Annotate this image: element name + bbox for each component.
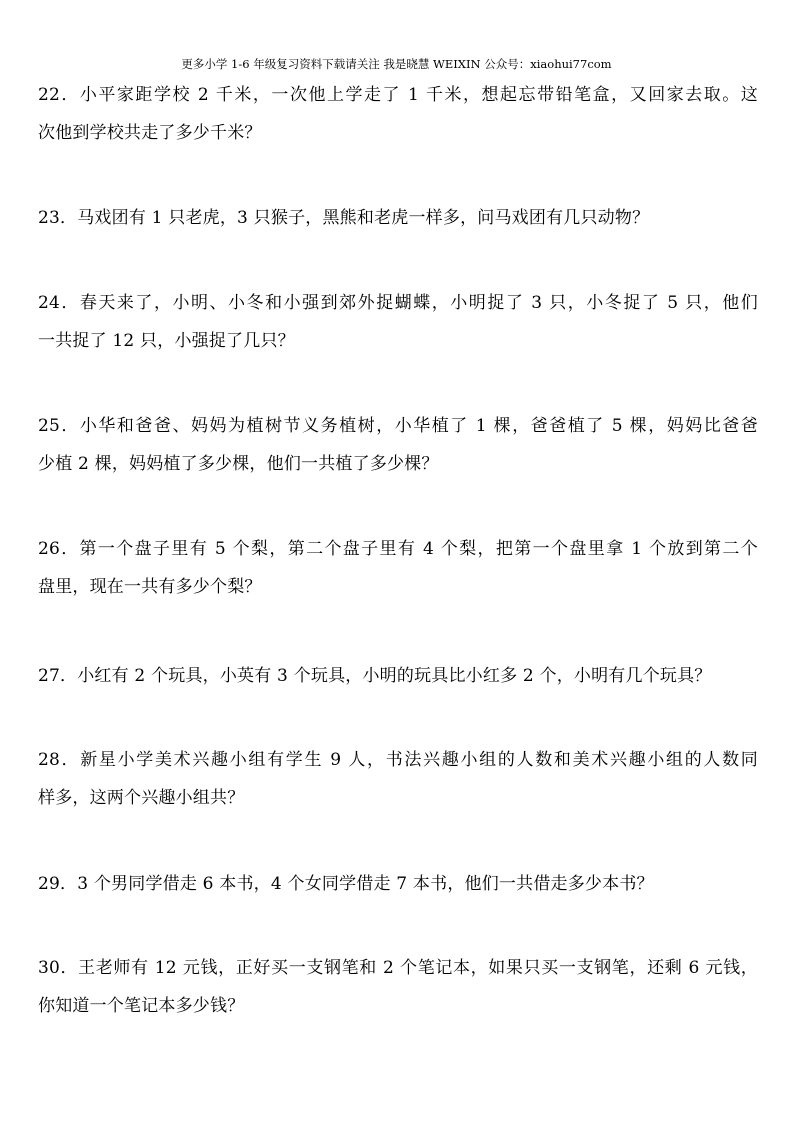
problem-22 — [38, 76, 758, 152]
problem-line: 少植 2 棵，妈妈植了多少棵，他们一共植了多少棵？ — [38, 454, 439, 474]
problem-28 — [38, 741, 758, 817]
problem-line: 28．新星小学美术兴趣小组有学生 9 人，书法兴趣小组的人数和美术兴趣小组的人数同 — [38, 750, 758, 770]
problem-27 — [38, 657, 758, 695]
problem-30 — [38, 949, 758, 1025]
problem-26 — [38, 530, 758, 606]
problem-24 — [38, 284, 758, 360]
problem-line: 23．马戏团有 1 只老虎，3 只猴子，黑熊和老虎一样多，问马戏团有几只动物？ — [38, 208, 650, 228]
problem-line: 25．小华和爸爸、妈妈为植树节义务植树，小华植了 1 棵，爸爸植了 5 棵，妈妈比爸爸 — [38, 416, 758, 436]
problem-25 — [38, 407, 758, 483]
problem-line: 样多，这两个兴趣小组共？ — [38, 788, 245, 808]
problem-line: 30．王老师有 12 元钱，正好买一支钢笔和 2 个笔记本，如果只买一支钢笔，还剩 6 元钱， — [38, 958, 758, 978]
problem-line: 27．小红有 2 个玩具，小英有 3 个玩具，小明的玩具比小红多 2 个，小明有几个玩具？ — [38, 666, 712, 686]
problem-23 — [38, 199, 758, 237]
problem-line: 一共捉了 12 只，小强捉了几只？ — [38, 331, 295, 351]
problem-line: 22．小平家距学校 2 千米，一次他上学走了 1 千米，想起忘带铅笔盒，又回家去取。这 — [38, 85, 758, 105]
problem-line: 盘里，现在一共有多少个梨？ — [38, 577, 262, 597]
problem-line: 你知道一个笔记本多少钱？ — [38, 996, 245, 1016]
problem-line: 29．3 个男同学借走 6 本书，4 个女同学借走 7 本书，他们一共借走多少本书？ — [38, 874, 654, 894]
problem-29 — [38, 865, 758, 903]
problem-line: 次他到学校共走了多少千米？ — [38, 123, 262, 143]
page-header: 更多小学 1-6 年级复习资料下载请关注 我是晓慧 WEIXIN 公众号：xiaohui77com — [181, 57, 612, 71]
problem-line: 24．春天来了，小明、小冬和小强到郊外捉蝴蝶，小明捉了 3 只，小冬捉了 5 只，他们 — [38, 293, 758, 313]
problem-line: 26．第一个盘子里有 5 个梨，第二个盘子里有 4 个梨，把第一个盘里拿 1 个放到第二个 — [38, 539, 758, 559]
